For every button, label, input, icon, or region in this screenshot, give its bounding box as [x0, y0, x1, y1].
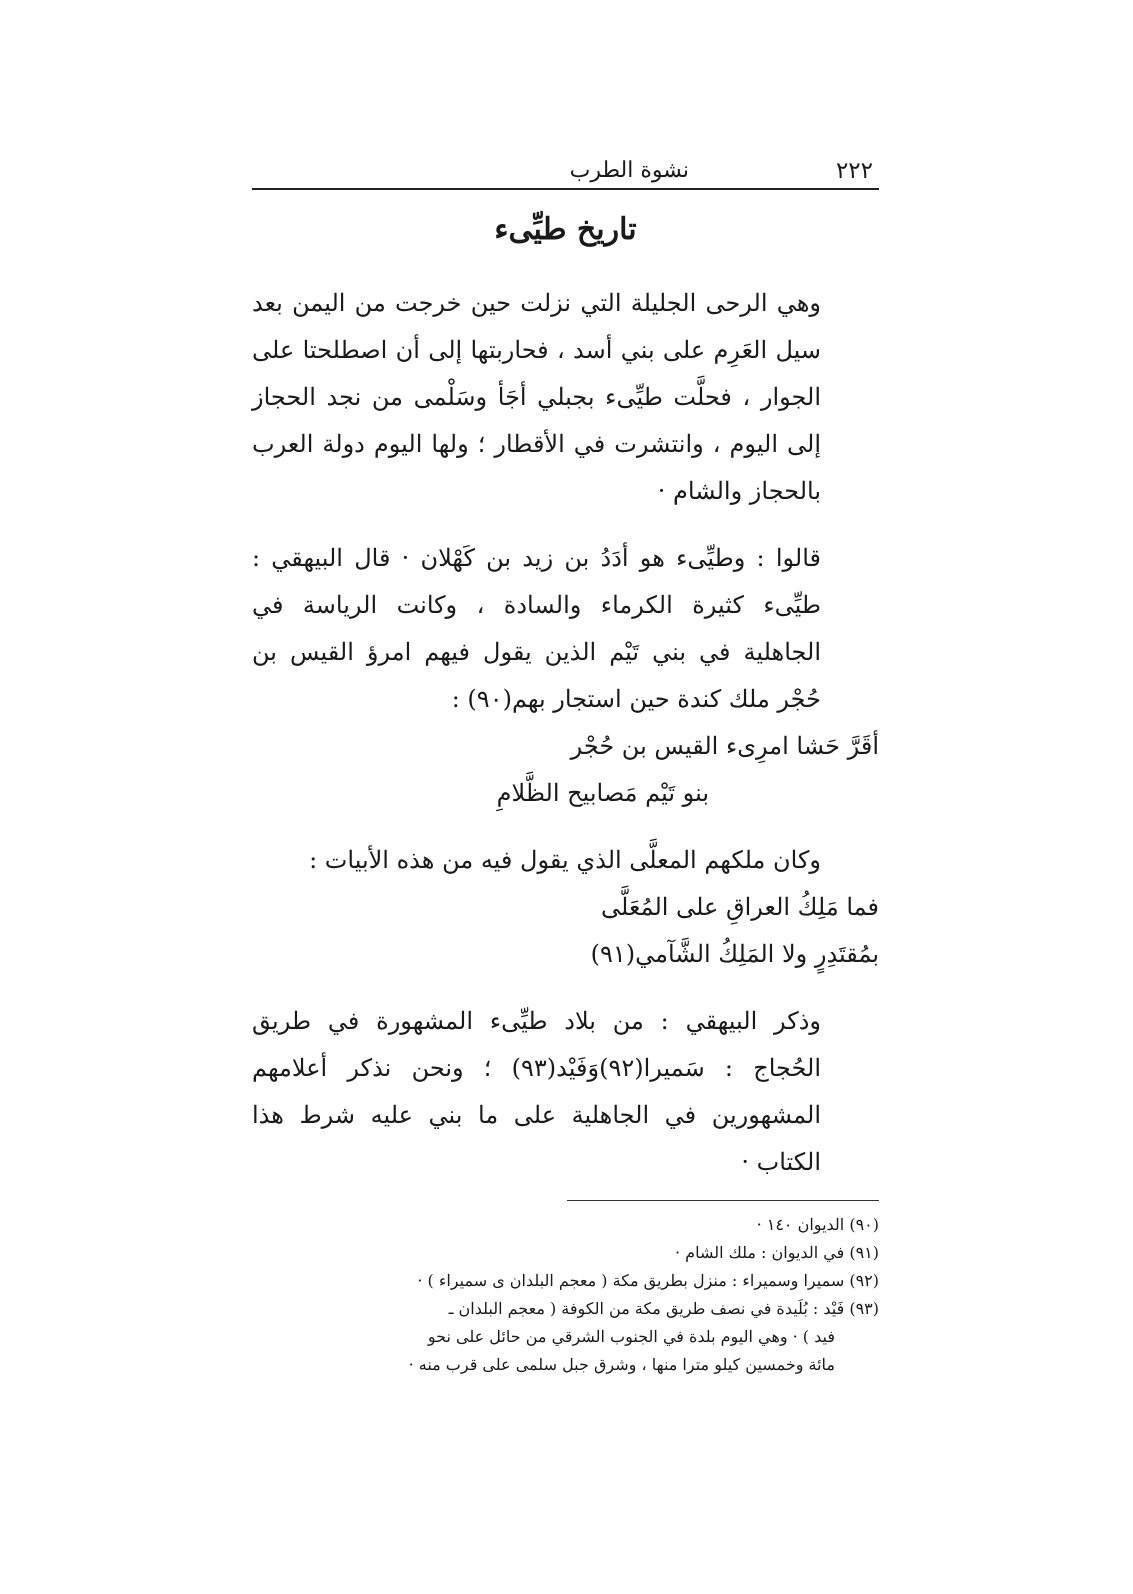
footnote-91: (٩١) في الديوان : ملك الشام · — [674, 1243, 879, 1262]
page-header — [252, 150, 879, 190]
verse-1-line-1: أقَرَّ حَشا امرِىء القيس بن حُجْر — [570, 732, 879, 760]
running-title: نشوة الطرب — [569, 158, 689, 183]
paragraph-4: وذكر البيهقي : من بلاد طيِّىء المشهورة في طريق الحُجاج : سَميرا(٩٢)وَفَيْد(٩٣) ؛ ونحن نذكر أعلامهم المشهورين في الجاهلية على ما بني عليه شرط هذا الكتاب · — [252, 1007, 821, 1176]
paragraph-2: قالوا : وطيِّىء هو أدَدُ بن زيد بن كَهْلان · قال البيهقي : طيِّىء كثيرة الكرماء والسادة ، وكانت الرياسة في الجاهلية في بني تَيْم الذين يقول فيهم امرؤ القيس بن حُجْر ملك كندة حين استجار بهم(٩٠) : — [252, 544, 821, 713]
section-title: تاريخ طيِّىء — [494, 212, 637, 247]
footnote-92: (٩٢) سميرا وسميراء : منزل بطريق مكة ( معجم البلدان ى سميراء ) · — [417, 1271, 879, 1290]
book-page — [252, 150, 879, 1379]
footnote-93-cont-1: فيد ) · وهي اليوم بلدة في الجنوب الشرقي من حائل على نحو — [427, 1327, 835, 1346]
footnote-90: (٩٠) الديوان ١٤٠ · — [756, 1215, 879, 1234]
footnote-93-cont-2: مائة وخمسين كيلو مترا منها ، وشرق جبل سلمى على قرب منه · — [408, 1355, 835, 1374]
footnote-93: (٩٣) فَيْد : بُلَيدة في نصف طريق مكة من الكوفة ( معجم البلدان ـ — [448, 1299, 879, 1318]
paragraph-3: وكان ملكهم المعلَّى الذي يقول فيه من هذه الأبيات : — [309, 846, 821, 874]
verse-2-line-2: بمُقتَدِرٍ ولا المَلِكُ الشَّآمي(٩١) — [590, 940, 879, 968]
paragraph-1: وهي الرحى الجليلة التي نزلت حين خرجت من اليمن بعد سيل العَرِم على بني أسد ، فحاربتها إلى أن اصطلحتا على الجوار ، فحلَّت طيِّىء بجبلي أجَأ وسَلْمى من نجد الحجاز إلى اليوم ، وانتشرت في الأقطار ؛ ولها اليوم دولة العرب بالحجاز والشام · — [252, 289, 822, 505]
verse-2-line-1: فما مَلِكُ العراقِ على المُعَلَّى — [601, 893, 879, 921]
page-number: ٢٢٢ — [835, 158, 873, 184]
verse-1-line-2: بنو تَيْم مَصابيح الظَّلامِ — [496, 779, 709, 807]
footnote-rule — [567, 1200, 879, 1201]
footnotes — [252, 1211, 879, 1379]
